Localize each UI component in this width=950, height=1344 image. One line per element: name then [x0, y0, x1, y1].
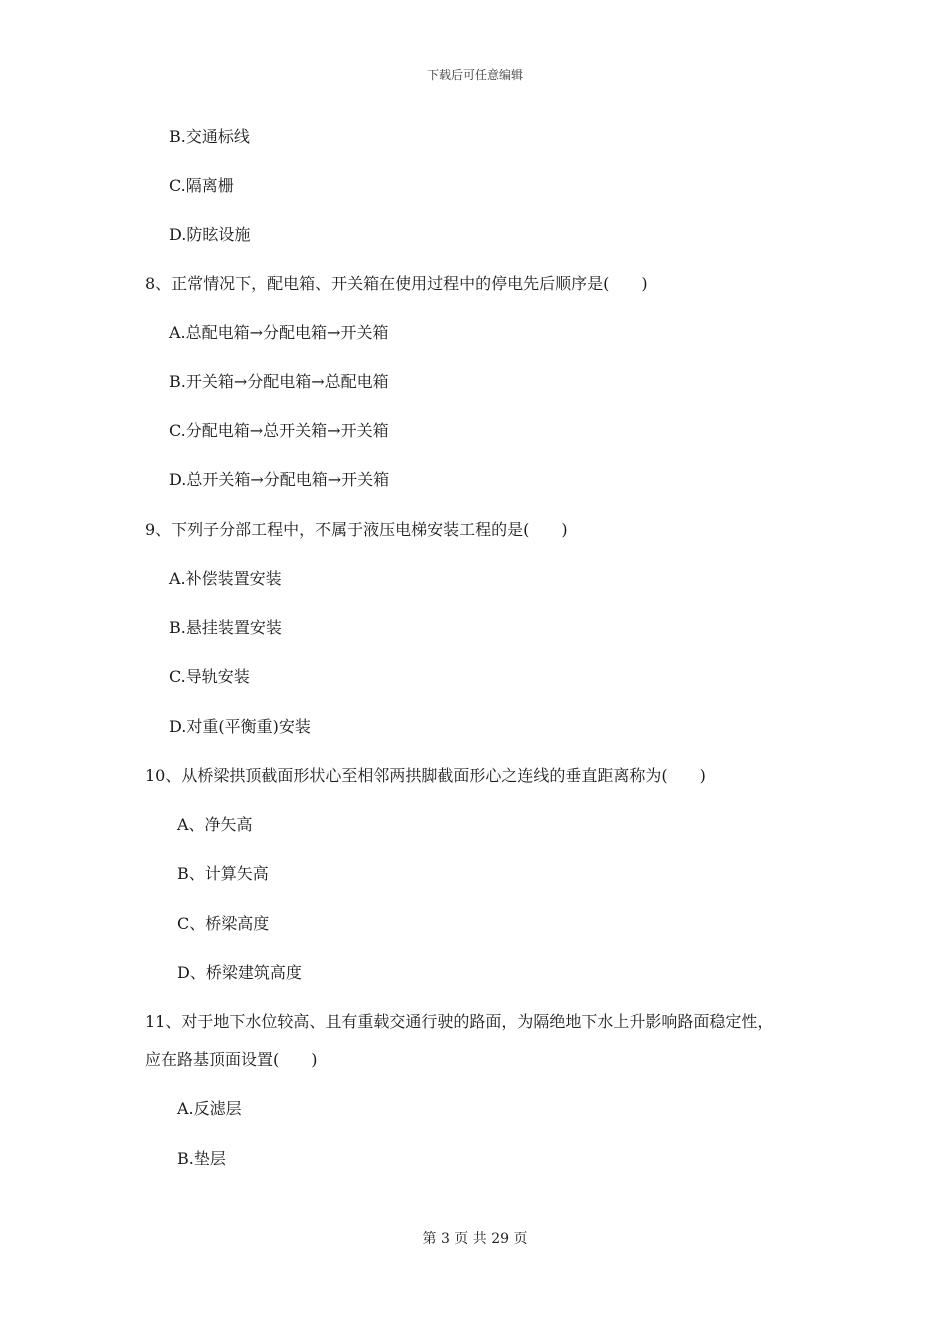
question-8-stem: 8、正常情况下，配电箱、开关箱在使用过程中的停电先后顺序是( ) [145, 274, 648, 293]
question-9-option-c: C.导轨安装 [169, 667, 250, 686]
question-10-option-c: C、桥梁高度 [177, 914, 270, 933]
page-header: 下载后可任意编辑 [426, 68, 523, 82]
option-b-prev: B.交通标线 [169, 127, 250, 146]
question-8-option-c: C.分配电箱→总开关箱→开关箱 [169, 421, 389, 440]
question-9-option-d: D.对重(平衡重)安装 [169, 717, 311, 736]
question-8-option-a: A.总配电箱→分配电箱→开关箱 [169, 323, 389, 342]
question-11-option-a: A.反滤层 [177, 1099, 242, 1118]
question-10-option-b: B、计算矢高 [177, 864, 269, 883]
question-9-option-a: A.补偿装置安装 [169, 569, 282, 588]
question-9-stem: 9、下列子分部工程中，不属于液压电梯安装工程的是( ) [145, 520, 568, 539]
question-10-option-d: D、桥梁建筑高度 [177, 963, 302, 982]
question-11-option-b: B.垫层 [177, 1149, 226, 1168]
question-11-stem-line-1: 11、对于地下水位较高、且有重载交通行驶的路面，为隔绝地下水上升影响路面稳定性， [145, 1012, 774, 1031]
question-11-stem-line-2: 应在路基顶面设置( ) [145, 1050, 318, 1069]
page-footer: 第 3 页 共 29 页 [422, 1231, 528, 1247]
question-10-stem: 10、从桥梁拱顶截面形状心至相邻两拱脚截面形心之连线的垂直距离称为( ) [145, 766, 706, 785]
option-c-prev: C.隔离栅 [169, 176, 234, 195]
question-9-option-b: B.悬挂装置安装 [169, 618, 282, 637]
question-8-option-d: D.总开关箱→分配电箱→开关箱 [169, 470, 390, 489]
question-10-option-a: A、净矢高 [177, 815, 253, 834]
question-8-option-b: B.开关箱→分配电箱→总配电箱 [169, 372, 389, 391]
option-d-prev: D.防眩设施 [169, 225, 251, 244]
